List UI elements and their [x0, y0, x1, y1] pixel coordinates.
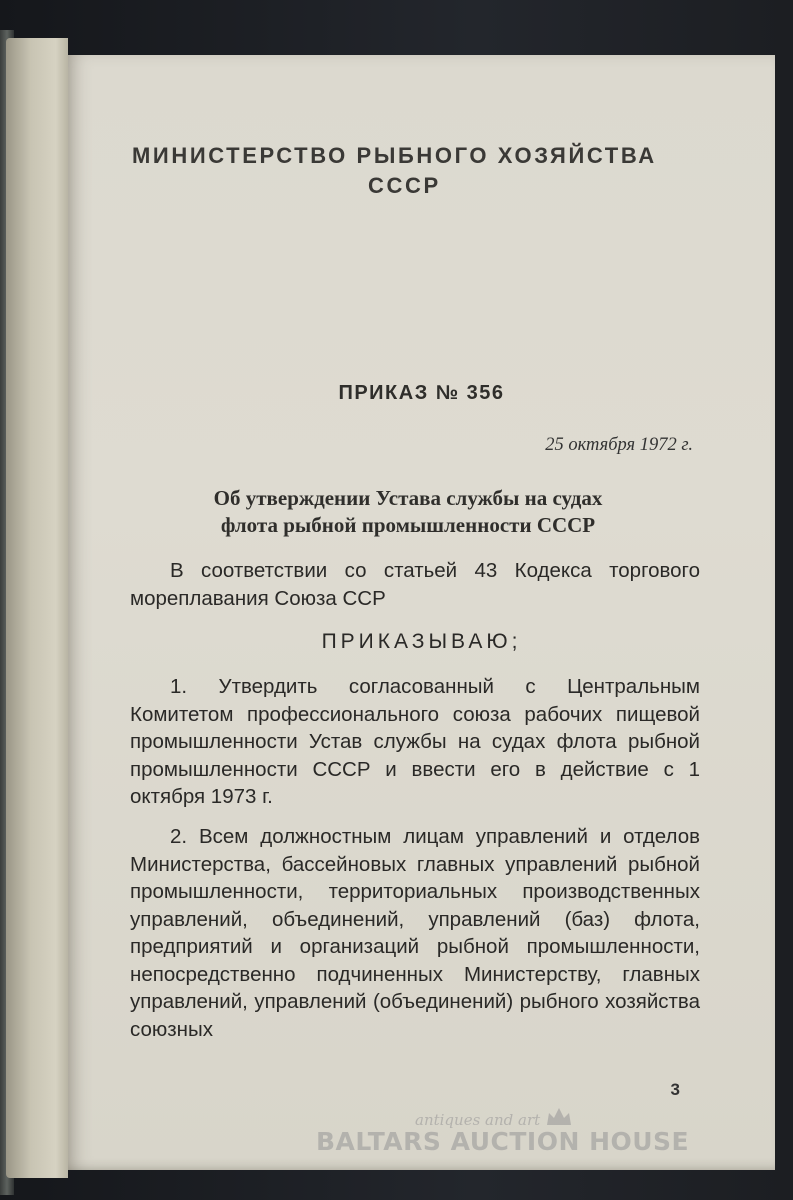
intro-paragraph: В соответствии со статьей 43 Кодекса торгового мореплавания Союза ССР	[130, 559, 700, 610]
order-heading	[128, 485, 688, 539]
decree-word: ПРИКАЗЫВАЮ;	[321, 630, 522, 653]
order-date: 25 октября 1972 г.	[545, 435, 693, 455]
watermark-tagline: antiques and art	[415, 1111, 541, 1129]
paragraph-2: 2. Всем должностным лицам управлений и отделов Министерства, бассейновых главных управлений рыбной промышленности, территориальных производственных управлений, объединений, управлений (баз) флота, предприятий и организаций рыбной промышленности, непосредственно подчиненных Министерству, главных управлений, управлений (объединений) рыбного хозяйства союзных	[130, 825, 700, 1041]
left-page-edge	[6, 38, 68, 1178]
book-page	[68, 55, 775, 1170]
page-number: 3	[670, 1080, 680, 1099]
heading-line-1: Об утверждении Устава службы на судах	[213, 486, 603, 510]
ministry-line-1: МИНИСТЕРСТВО РЫБНОГО ХОЗЯЙСТВА	[132, 143, 657, 168]
ministry-line-2: СССР	[368, 173, 441, 198]
paragraph-1: 1. Утвердить согласованный с Центральным Комитетом профессионального союза рабочих пищевой промышленности Устав службы на судах флота рыбной промышленности СССР и ввести его в действие с 1 октября 1973 г.	[130, 675, 700, 808]
order-title: ПРИКАЗ № 356	[338, 382, 505, 404]
heading-line-2: флота рыбной промышленности СССР	[220, 513, 596, 537]
ministry-header	[132, 141, 692, 201]
watermark-brand: BALTARS AUCTION HOUSE	[316, 1127, 690, 1156]
